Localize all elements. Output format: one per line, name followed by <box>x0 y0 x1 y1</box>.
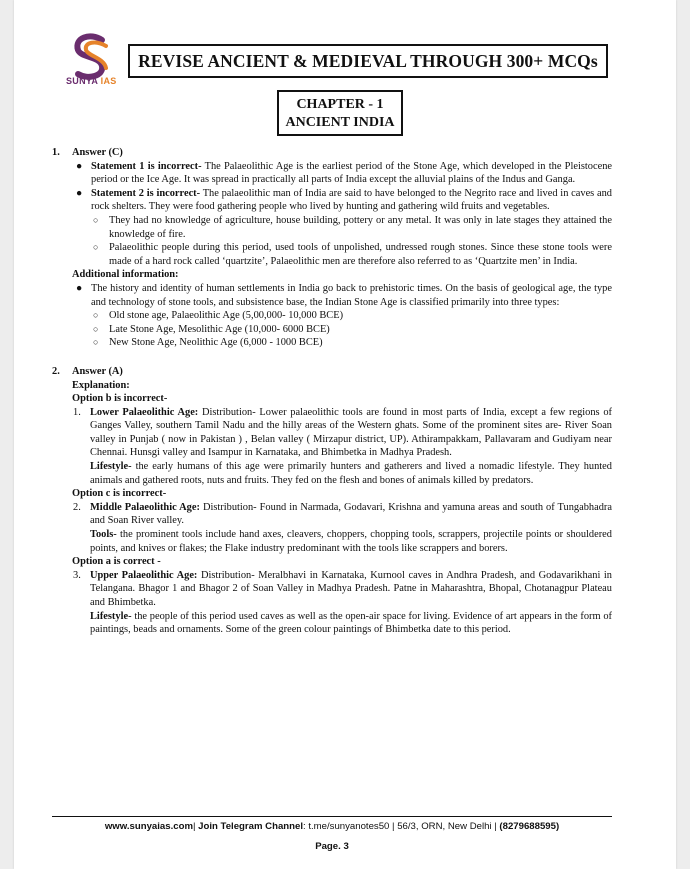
paragraph: Lifestyle- the people of this period used caves as well as the open-air space for living. Evidence of art appears in the form of paintings, beads and ornaments. Some of the green colour paintings of Bhimbetka date to this period. <box>90 610 612 636</box>
numbered-item: 1. Lower Palaeolithic Age: Distribution- Lower palaeolithic tools are found in most parts of India, except a few regions of Ganges Valley, southern Tamil Nadu and the hilly areas of the Western ghats. Some of the prominent sites are- River Soan valley in Punjab ( now in Pakistan ) , Belan valley ( Mirzapur district, UP). Athirampakkam, Pallavaram and Gudiyam near Chennai. Hunsgi valley and Isampur in Karnataka, and Bhimbetka in Madhya Pradesh. <box>73 406 612 459</box>
bullet-item: ● Statement 2 is incorrect- The palaeolithic man of India are said to have belonged to the Negrito race and lived in caves and rock shelters. They were food gathering people who lived by hunting and gathering wild fruits and vegetables. <box>76 187 613 213</box>
paragraph: Lifestyle- the early humans of this age were primarily hunters and gatherers and lived a nomadic lifestyle. They hunted animals and gathered roots, nuts and fruits. They fed on the flesh and bones of animals killed by predators. <box>90 461 612 486</box>
chapter-title-box <box>277 90 403 136</box>
option-a-heading: Option a is correct - <box>72 556 161 568</box>
explanation-heading: Explanation: <box>72 379 130 391</box>
footer-divider <box>52 816 612 817</box>
paragraph: Tools- the prominent tools include hand axes, cleavers, choppers, chopping tools, scrappers, projectile points or shouldered points, and knives or flakes; the Flake industry predominant with the tools like scrappers and borers. <box>90 529 612 554</box>
additional-information-heading: Additional information: <box>72 269 179 281</box>
numbered-item: 2. Middle Palaeolithic Age: Distribution- Found in Narmada, Godavari, Krishna and yamuna areas and south of Tungabhadra and Soan River valley. <box>73 501 612 527</box>
logo-wordmark: SUNYA IAS <box>66 76 117 86</box>
footer-website-link[interactable]: www.sunyaias.com <box>104 821 193 832</box>
sub-bullet-item: ○ Palaeolithic people during this period, used tools of unpolished, undressed rough stones. Since these stone tools were made of a hard rock called ‘quartzite’, Palaeolithic men are therefore also referred to as ‘Quartzite men’ in India. <box>93 242 612 267</box>
document-header-title: REVISE ANCIENT & MEDIEVAL THROUGH 300+ MCQs <box>128 44 608 78</box>
sub-bullet-item: ○ They had no knowledge of agriculture, house building, pottery or any metal. It was only in late stages they attained the knowledge of fire. <box>93 214 612 240</box>
question-2-answer: 2. Answer (A) <box>52 365 123 377</box>
option-b-heading: Option b is incorrect- <box>72 393 168 405</box>
chapter-name: ANCIENT INDIA <box>285 115 395 130</box>
bullet-item: ● The history and identity of human settlements in India go back to prehistoric times. On the basis of geological age, the type and technology of stone tools, and subsistence base, the Indian Stone Age is classified primarily into three types: <box>76 282 612 308</box>
sub-bullet-item: ○ New Stone Age, Neolithic Age (6,000 - 1000 BCE) <box>93 337 323 349</box>
footer-telegram-text: : t.me/sunyanotes50 | 56/3, ORN, New Delhi | <box>303 821 500 832</box>
question-1 <box>52 146 612 350</box>
footer-phone: (8279688595) <box>499 821 560 832</box>
document-body <box>52 140 612 637</box>
page-number: Page. 3 <box>315 841 349 852</box>
question-2 <box>52 365 612 637</box>
option-c-heading: Option c is incorrect- <box>72 488 167 500</box>
sub-bullet-item: ○ Old stone age, Palaeolithic Age (5,00,000- 10,000 BCE) <box>93 310 344 322</box>
bullet-item: ● Statement 1 is incorrect- The Palaeolithic Age is the earliest period of the Stone Age, which developed in the Pleistocene period or the Ice Age. It was spread in practically all parts of India except the alluvial plains of the Indus and Ganga. <box>76 160 612 186</box>
footer-contact: www.sunyaias.com| Join Telegram Channel: t.me/sunyanotes50 | 56/3, ORN, New Delhi | (8279688595) <box>104 821 560 832</box>
question-1-answer: 1. Answer (C) <box>52 147 123 158</box>
numbered-item: 3. Upper Palaeolithic Age: Distribution- Meralbhavi in Karnataka, Kurnool caves in Andhra Pradesh, and Godavarikhani in Telangana. Bhagor 1 and Bhagor 2 of Soan Valley in Madhya Pradesh. Patne in Maharashtra, Bhopal, Chotanagpur Plateau and Bhimbetka. <box>73 569 612 608</box>
chapter-number: CHAPTER - 1 <box>296 97 384 112</box>
sub-bullet-item: ○ Late Stone Age, Mesolithic Age (10,000- 6000 BCE) <box>93 323 330 335</box>
